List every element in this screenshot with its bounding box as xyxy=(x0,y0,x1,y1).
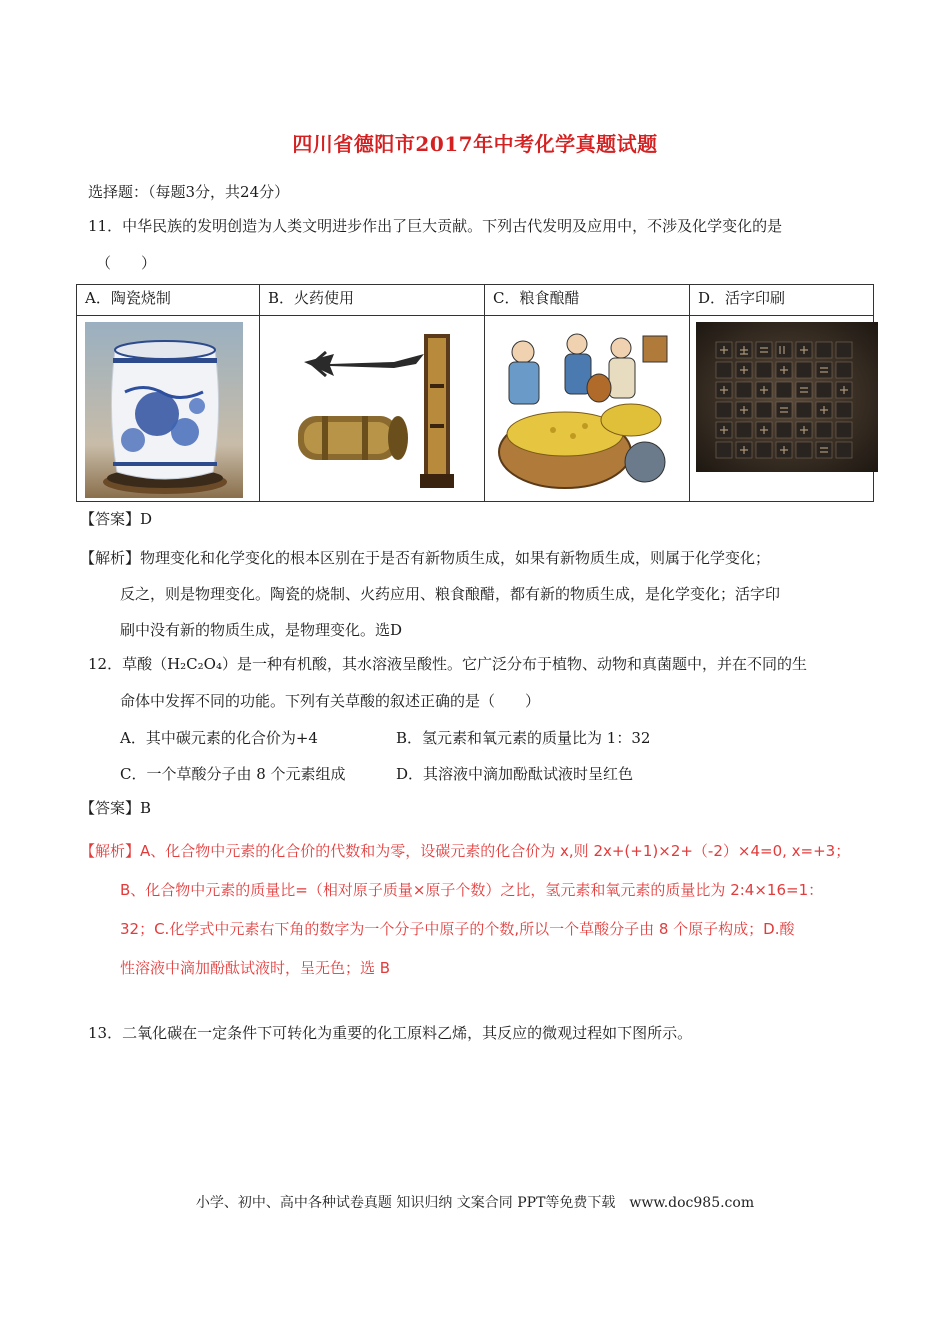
q11-analysis-line1: 【解析】物理变化和化学变化的根本区别在于是否有新物质生成，如果有新物质生成，则属于化学变化； xyxy=(80,549,771,567)
q12-answer: 【答案】B xyxy=(80,799,152,817)
q12-option-d: D．其溶液中滴加酚酞试液时呈红色 xyxy=(396,765,634,783)
q11-image-cell-a xyxy=(77,316,260,502)
q11-stem-line1: 11．中华民族的发明创造为人类文明进步作出了巨大贡献。下列古代发明及应用中，不涉及化学变化的是 xyxy=(88,217,783,235)
q13-stem: 13．二氧化碳在一定条件下可转化为重要的化工原料乙烯，其反应的微观过程如下图所示。 xyxy=(88,1024,693,1042)
page-title: 四川省德阳市2017年中考化学真题试题 xyxy=(292,132,658,156)
q11-answer: 【答案】D xyxy=(80,510,153,528)
q11-options-table xyxy=(76,284,874,502)
vinegar-brewing-image xyxy=(493,322,675,498)
q12-stem-line2: 命体中发挥不同的功能。下列有关草酸的叙述正确的是（ ） xyxy=(120,692,541,710)
q12-option-c: C．一个草酸分子由 8 个元素组成 xyxy=(120,765,346,783)
q11-image-cell-b xyxy=(260,316,485,502)
q11-option-a: A．陶瓷烧制 xyxy=(77,285,260,316)
q12-option-b: B．氢元素和氧元素的质量比为 1：32 xyxy=(396,729,651,747)
q11-option-d: D．活字印刷 xyxy=(690,285,874,316)
section-heading: 选择题：（每题3分，共24分） xyxy=(88,183,290,201)
q12-analysis-line3: 32；C.化学式中元素右下角的数字为一个分子中原子的个数,所以一个草酸分子由 8 个原子构成；D.酸 xyxy=(120,920,795,938)
q12-stem-line1: 12．草酸（H₂C₂O₄）是一种有机酸，其水溶液呈酸性。它广泛分布于植物、动物和真菌题中，并在不同的生 xyxy=(88,655,807,673)
q11-analysis-line3: 刷中没有新的物质生成，是物理变化。选D xyxy=(120,621,403,639)
movable-type-image xyxy=(696,322,878,472)
gunpowder-artifacts-image xyxy=(274,324,474,494)
q12-analysis-line1: 【解析】A、化合物中元素的化合价的代数和为零，设碳元素的化合价为 x,则 2x+(+1)×2+（-2）×4=0, x=+3； xyxy=(80,842,851,860)
q11-stem-line2: （ ） xyxy=(96,254,157,272)
q11-option-b: B．火药使用 xyxy=(260,285,485,316)
q11-analysis-line2: 反之，则是物理变化。陶瓷的烧制、火药应用、粮食酿醋，都有新的物质生成，是化学变化；活字印 xyxy=(120,585,781,603)
q11-option-c: C．粮食酿醋 xyxy=(485,285,690,316)
q12-analysis-line4: 性溶液中滴加酚酞试液时，呈无色；选 B xyxy=(120,959,391,977)
porcelain-jar-image xyxy=(85,322,243,498)
q11-image-cell-c xyxy=(485,316,690,502)
q12-option-a: A．其中碳元素的化合价为+4 xyxy=(120,729,318,747)
q11-image-cell-d xyxy=(690,316,874,502)
q12-analysis-line2: B、化合物中元素的质量比=（相对原子质量×原子个数）之比，氢元素和氧元素的质量比为 2:4×16=1： xyxy=(120,881,824,899)
page-footer: 小学、初中、高中各种试卷真题 知识归纳 文案合同 PPT等免费下载 www.doc985.com xyxy=(195,1195,755,1211)
